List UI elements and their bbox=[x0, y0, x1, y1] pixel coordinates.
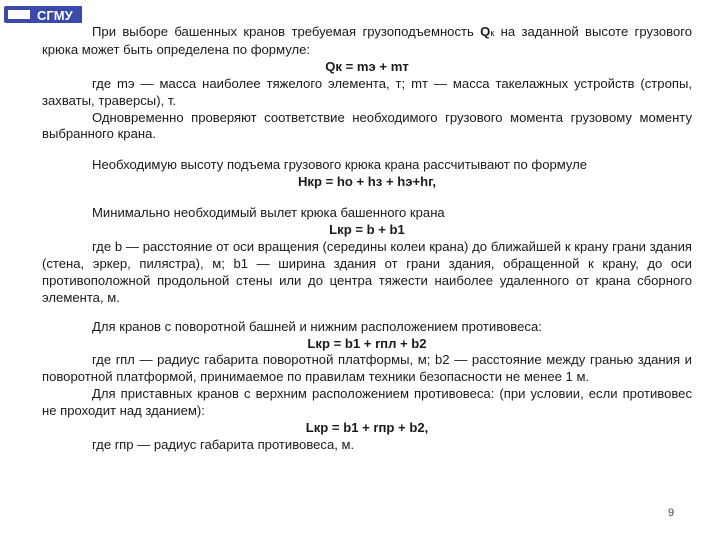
document-body bbox=[42, 24, 692, 454]
paragraph-mass-definitions: где mэ — масса наиболее тяжелого элемента, т; mт — масса такелажных устройств (стропы, захваты, траверсы), т. bbox=[42, 75, 692, 108]
formula-hook-height: Hкр = hо + hз + hэ+hг, bbox=[297, 174, 437, 190]
page-number: 9 bbox=[668, 507, 675, 519]
paragraph-platform-definitions: где rпл — радиус габарита поворотной платформы, м; b2 — расстояние между гранью здания и поворотной платформой, принимаемое по правилам техники безопасности не менее 1 м. bbox=[42, 352, 692, 385]
paragraph-rotating-tower: Для кранов с поворотной башней и нижним расположением противовеса: bbox=[92, 318, 542, 334]
paragraph-counterweight-definition: где rпр — радиус габарита противовеса, м. bbox=[92, 436, 355, 452]
paragraph-intro: При выборе башенных кранов требуемая грузоподъемность Qк на заданной высоте грузового крюка может быть определена по формуле: bbox=[42, 24, 693, 57]
formula-attached-cranes: Lкр = b1 + rпр + b2, bbox=[305, 420, 429, 436]
paragraph-moment-check: Одновременно проверяют соответствие необходимого грузового момента грузовому моменту выбранного крана. bbox=[42, 109, 692, 142]
logo-mark-icon bbox=[4, 4, 82, 26]
university-logo bbox=[4, 4, 82, 26]
svg-text:СГМУ: СГМУ bbox=[37, 8, 73, 23]
formula-min-reach: Lкр = b + b1 bbox=[329, 222, 405, 238]
formula-load-capacity: Qк = mэ + mт bbox=[325, 58, 409, 74]
paragraph-attached-cranes: Для приставных кранов с верхним расположением противовеса: (при условии, если противовес не проходит над зданием): bbox=[42, 386, 692, 419]
formula-rotating-tower: Lкр = b1 + rпл + b2 bbox=[307, 335, 427, 351]
paragraph-min-reach: Минимально необходимый вылет крюка башенного крана bbox=[92, 205, 445, 221]
paragraph-reach-definitions: где b — расстояние от оси вращения (середины колеи крана) до ближайшей к крану грани здания (стена, эркер, пилястра), м; b1 — ширина здания от грани здания, обращенной к крану, до оси противоположной продольной стены или до центра тяжести наиболее удаленного от крана сборного элемента, м. bbox=[42, 238, 692, 305]
paragraph-hook-height: Необходимую высоту подъема грузового крюка крана рассчитывают по формуле bbox=[92, 157, 588, 173]
